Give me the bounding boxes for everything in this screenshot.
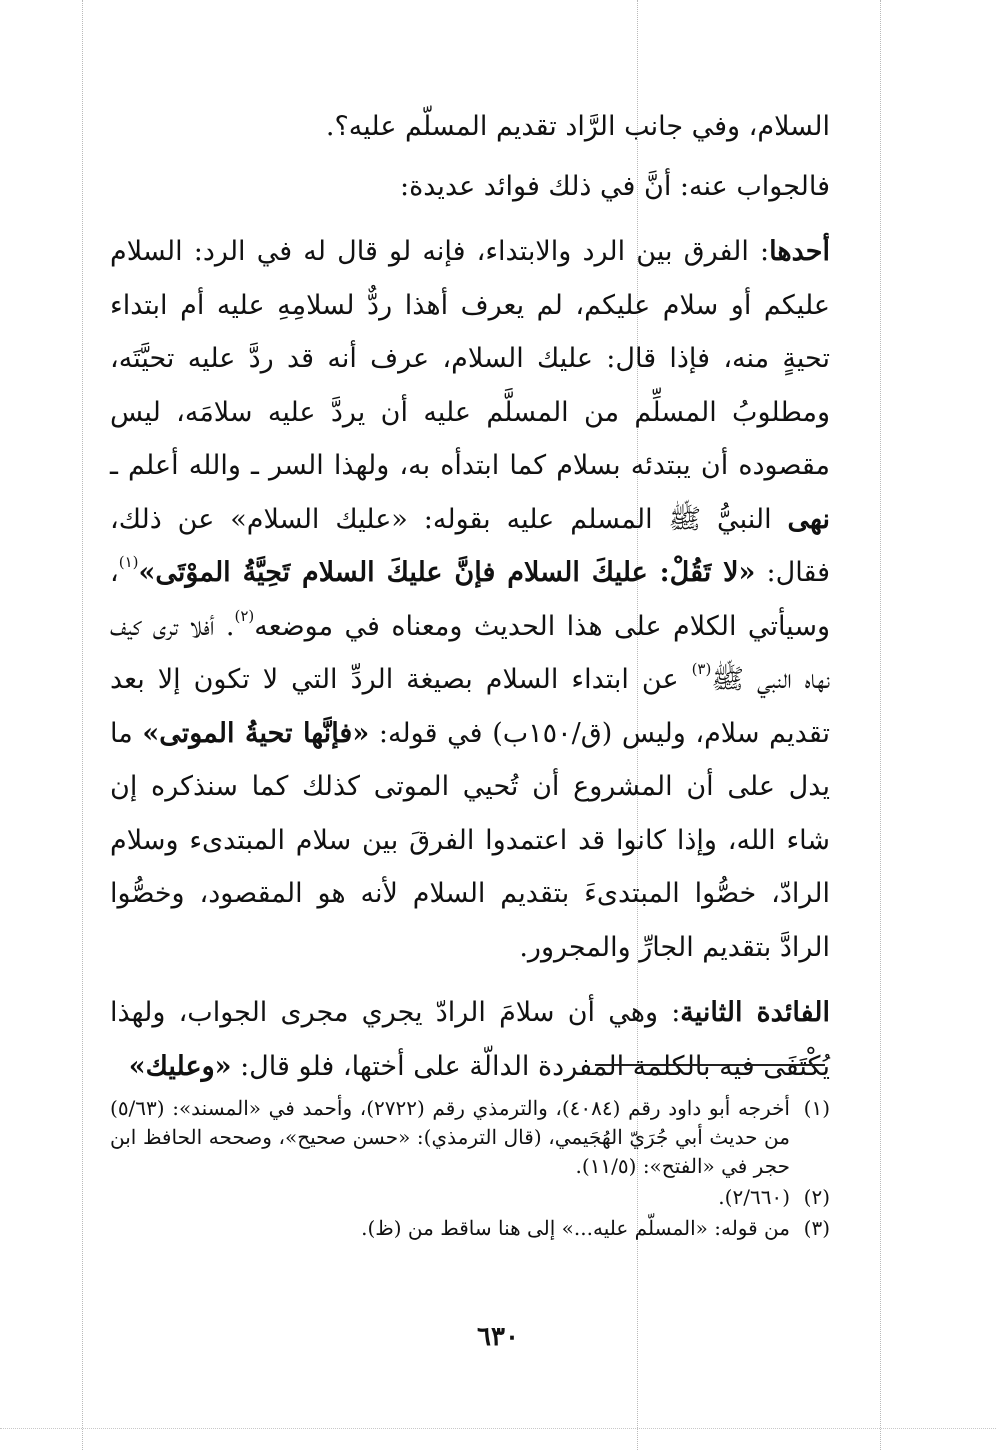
footnote-separator xyxy=(595,1064,825,1066)
second-benefit-heading: الفائدة الثانية xyxy=(680,997,830,1028)
guide-line-bottom xyxy=(0,1428,996,1429)
page-body xyxy=(110,100,830,1093)
guide-line-right xyxy=(880,0,881,1450)
first-benefit-text-b: النبيُّ ﷺ المسلم عليه بقوله: «عليك السلام» عن ذلك، فقال: xyxy=(110,503,831,588)
footnote-text: (٢/٦٦٠). xyxy=(718,1185,790,1209)
footnote-ref-3: (٣) xyxy=(691,660,712,678)
first-benefit-text-d: . أفلا ترى كيف نهاه النبي ﷺ xyxy=(110,610,830,695)
second-benefit-quote: «وعليك» xyxy=(128,1050,232,1082)
paragraph-second-benefit xyxy=(110,986,830,1093)
footnote-ref-2: (٢) xyxy=(234,606,255,625)
footnote-text: من قوله: «المسلّم عليه...» إلى هنا ساقط من (ظ). xyxy=(361,1216,790,1240)
paragraph-first-benefit xyxy=(110,225,830,974)
line-1-text: السلام، وفي جانب الرَّاد تقديم المسلّم عليه؟. xyxy=(325,111,830,142)
first-benefit-text-a: : الفرق بين الرد والابتداء، فإنه لو قال له في الرد: السلام عليكم أو سلام عليكم، لم يعرف أهذا ردٌّ لسلامِهِ عليه أم ابتداء تحيةٍ منه، فإذا قال: عليك السلام، عرف أنه قد ردَّ عليه تحيَّتَه، ومطلوبُ المسلِّم من المسلَّم عليه أن يردَّ عليه سلامَه، ليس مقصوده أن يبتدئه بسلام كما ابتدأه به، ولهذا السر ـ والله أعلم ـ xyxy=(110,236,830,481)
paragraph-1 xyxy=(110,100,830,154)
first-benefit-text-c: ، وسيأتي الكلام على هذا الحديث ومعناه في موضعه xyxy=(110,557,830,642)
paragraph-2 xyxy=(110,160,830,214)
footnote-text: أخرجه أبو داود رقم (٤٠٨٤)، والترمذي رقم (٢٧٢٢)، وأحمد في «المسند»: (٥/٦٣) من حديث أبي جُرَيّ الهُجَيمي، (قال الترمذي): «حسن صحيح»، وصححه الحافظ ابن حجر في «الفتح»: (١١/٥). xyxy=(110,1096,790,1178)
first-benefit-text-e: عن ابتداء السلام بصيغة الردِّ التي لا تكون إلا بعد تقديم سلام، وليس (ق/١٥٠ب) في قوله: xyxy=(110,664,831,749)
bold-word-nahy: نهى xyxy=(787,503,830,535)
footnote-number: (١) xyxy=(803,1096,830,1120)
answer-line: فالجواب عنه: أنَّ في ذلك فوائد عديدة: xyxy=(400,170,830,202)
guide-line-left xyxy=(82,0,83,1450)
footnote-3 xyxy=(110,1214,830,1243)
hadith-quote-1: «لا تَقُلْ: عليكَ السلام فإنَّ عليكَ السلام تَحِيَّةُ الموْتَى» xyxy=(138,557,756,588)
footnote-2 xyxy=(110,1183,830,1212)
footnote-number: (٢) xyxy=(803,1185,830,1209)
first-benefit-text-f: ما يدل على أن المشروع أن تُحيي الموتى كذلك كما سنذكره إن شاء الله، وإذا كانوا قد اعتمدوا الفرقَ بين سلام المبتدىء وسلام الرادّ، خصُّوا المبتدىءَ بتقديم السلام لأنه هو المقصود، وخصُّوا الرادَّ بتقديم الجارِّ والمجرور. xyxy=(110,717,830,963)
main-text xyxy=(110,100,830,1093)
footnotes xyxy=(110,1094,830,1245)
footnote-ref-1: (١) xyxy=(118,553,139,571)
first-benefit-heading: أحدها xyxy=(769,236,830,267)
page-number: ٦٣٠ xyxy=(477,1322,519,1352)
hadith-quote-2: «فإنَّها تحيةُ الموتى» xyxy=(142,717,370,749)
footnote-1 xyxy=(110,1094,830,1181)
second-benefit-text: : وهي أن سلامَ الرادّ يجري مجرى الجواب، ولهذا يُكْتَفَى فيه بالكلمة المفردة الدالّة على أختها، فلو قال: xyxy=(110,997,830,1082)
footnote-number: (٣) xyxy=(803,1216,830,1240)
